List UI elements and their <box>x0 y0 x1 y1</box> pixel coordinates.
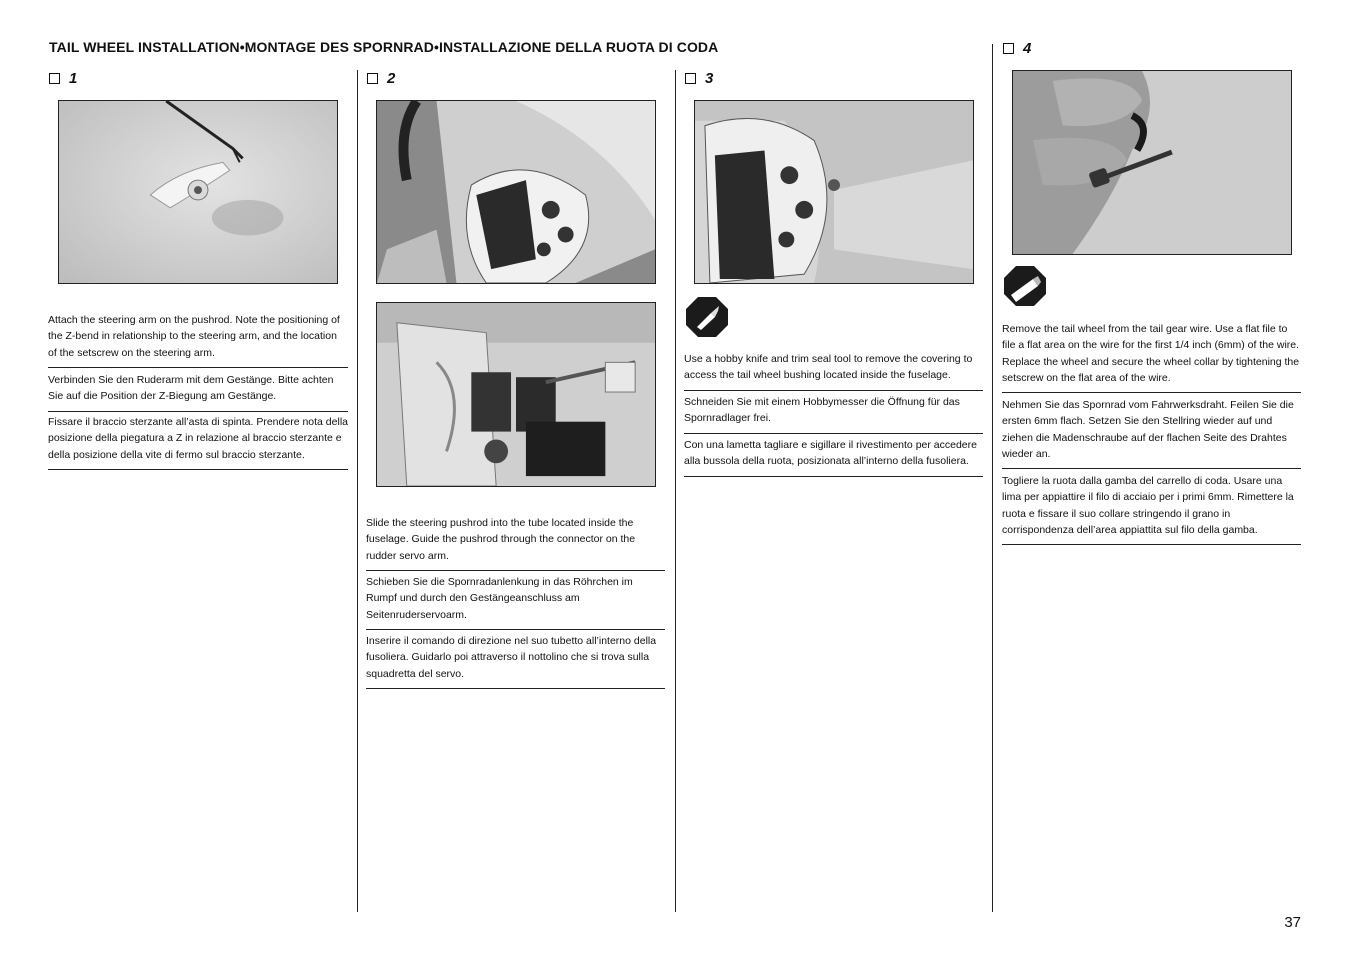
step-1-header <box>49 70 77 87</box>
file-tool-icon <box>1003 265 1047 312</box>
step-1-photo <box>58 100 338 284</box>
column-divider <box>675 70 676 912</box>
step-3-photo <box>694 100 974 284</box>
page-title: TAIL WHEEL INSTALLATION•MONTAGE DES SPORNRAD•INSTALLAZIONE DELLA RUOTA DI CODA <box>49 39 719 55</box>
step-1-checkbox[interactable] <box>49 73 60 84</box>
step-4-header <box>1003 40 1031 57</box>
step-3-text-it: Con una lametta tagliare e sigillare il rivestimento per accedere alla bussola della ruota, posizionata all’interno della fusoliera. <box>684 437 983 477</box>
step-3-number: 3 <box>705 70 714 87</box>
step-4-text-en: Remove the tail wheel from the tail gear wire. Use a flat file to file a flat area on the wire for the first 1/4 inch (6mm) of the wire. Replace the wheel and secure the wheel collar by tightening the setscrew on the flat area of the wire. <box>1002 321 1301 393</box>
column-divider <box>992 44 993 912</box>
step-4-text-it: Togliere la ruota dalla gamba del carrello di coda. Usare una lima per appiattire il filo di acciaio per i primi 6mm. Rimettere la ruota e fissare il suo collare stringendo il grano in corrispondenza dell’area appiattita sul filo della gamba. <box>1002 473 1301 545</box>
page-number: 37 <box>1284 914 1301 931</box>
column-divider <box>357 70 358 912</box>
step-4-number: 4 <box>1023 40 1032 57</box>
step-2-photo-tail-opening <box>376 100 656 284</box>
step-3-header <box>685 70 713 87</box>
step-2-header <box>367 70 395 87</box>
step-4-text-de: Nehmen Sie das Spornrad vom Fahrwerksdraht. Feilen Sie die ersten 6mm flach. Setzen Sie den Stellring wieder auf und ziehen die Madenschraube auf der flachen Seite des Drahtes wieder an. <box>1002 397 1301 469</box>
step-2-text-en: Slide the steering pushrod into the tube located inside the fuselage. Guide the pushrod through the connector on the rudder servo arm. <box>366 515 665 571</box>
hobby-knife-icon <box>685 296 729 343</box>
step-1-text-it: Fissare il braccio sterzante all’asta di spinta. Prendere nota della posizione della piegatura a Z in relazione al braccio sterzante e della posizione della vite di fermo sul braccio sterzante. <box>48 414 348 470</box>
step-2-photo-servo-bay <box>376 302 656 487</box>
step-2-number: 2 <box>387 70 396 87</box>
step-1-text-en: Attach the steering arm on the pushrod. Note the positioning of the Z-bend in relationship to the steering arm, and the location of the setscrew on the steering arm. <box>48 312 348 368</box>
step-1-number: 1 <box>69 70 78 87</box>
step-2-checkbox[interactable] <box>367 73 378 84</box>
step-2-text-de: Schieben Sie die Spornradanlenkung in das Röhrchen im Rumpf und durch den Gestängeanschluss am Seitenruderservoarm. <box>366 574 665 630</box>
step-2-text-it: Inserire il comando di direzione nel suo tubetto all’interno della fusoliera. Guidarlo poi attraverso il nottolino che si trova sulla squadretta del servo. <box>366 633 665 689</box>
step-3-text-en: Use a hobby knife and trim seal tool to remove the covering to access the tail wheel bushing located inside the fuselage. <box>684 351 983 391</box>
step-3-checkbox[interactable] <box>685 73 696 84</box>
step-4-photo <box>1012 70 1292 255</box>
step-4-checkbox[interactable] <box>1003 43 1014 54</box>
step-1-text-de: Verbinden Sie den Ruderarm mit dem Gestänge. Bitte achten Sie auf die Position der Z-Biegung am Gestänge. <box>48 372 348 412</box>
step-3-text-de: Schneiden Sie mit einem Hobbymesser die Öffnung für das Spornradlager frei. <box>684 394 983 434</box>
